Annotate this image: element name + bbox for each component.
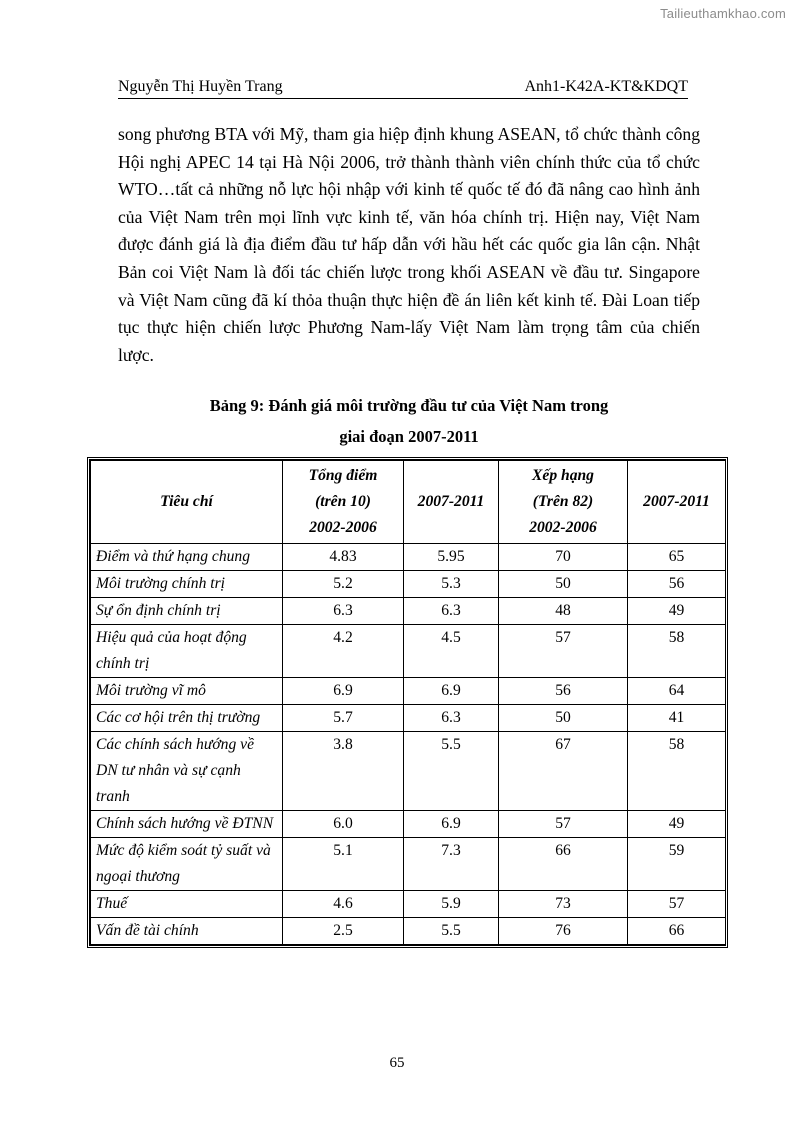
cell-score-2007-2011: 6.9: [404, 811, 499, 838]
cell-score-2002-2006: 2.5: [283, 918, 404, 945]
cell-rank-2002-2006: 57: [499, 811, 628, 838]
table-caption-line1: Bảng 9: Đánh giá môi trường đầu tư của Việt Nam trong: [209, 396, 609, 415]
header-rank-line3: 2002-2006: [529, 519, 597, 536]
investment-environment-table: [90, 460, 726, 945]
table-row: [91, 598, 726, 625]
header-author: Nguyễn Thị Huyền Trang: [118, 78, 283, 95]
cell-score-2002-2006: 6.3: [283, 598, 404, 625]
cell-rank-2002-2006: 67: [499, 732, 628, 811]
cell-rank-2002-2006: 56: [499, 678, 628, 705]
cell-criteria: Môi trường vĩ mô: [91, 678, 283, 705]
table-row: [91, 678, 726, 705]
header-rank-line2: (Trên 82): [532, 493, 594, 510]
table-row: [91, 544, 726, 571]
cell-rank-2002-2006: 76: [499, 918, 628, 945]
cell-score-2007-2011: 5.5: [404, 732, 499, 811]
cell-rank-2002-2006: 66: [499, 838, 628, 891]
cell-score-2007-2011: 7.3: [404, 838, 499, 891]
cell-score-2007-2011: 6.9: [404, 678, 499, 705]
cell-rank-2002-2006: 48: [499, 598, 628, 625]
table-row: [91, 918, 726, 945]
header-score-line1: Tổng điểm: [308, 467, 378, 484]
cell-score-2007-2011: 4.5: [404, 625, 499, 678]
cell-rank-2007-2011: 59: [628, 838, 726, 891]
cell-score-2007-2011: 5.9: [404, 891, 499, 918]
cell-rank-2007-2011: 49: [628, 811, 726, 838]
cell-rank-2002-2006: 57: [499, 625, 628, 678]
cell-score-2002-2006: 6.9: [283, 678, 404, 705]
cell-rank-2007-2011: 66: [628, 918, 726, 945]
cell-criteria: Sự ổn định chính trị: [91, 598, 283, 625]
cell-score-2002-2006: 4.83: [283, 544, 404, 571]
cell-criteria: Mức độ kiểm soát tỷ suất và ngoại thương: [91, 838, 283, 891]
table-caption-line2: giai đoạn 2007-2011: [339, 427, 479, 446]
header-rank-2007-2011: 2007-2011: [628, 461, 726, 544]
cell-score-2002-2006: 5.1: [283, 838, 404, 891]
table-row: [91, 838, 726, 891]
cell-criteria: Các chính sách hướng về DN tư nhân và sự cạnh tranh: [91, 732, 283, 811]
table-row: [91, 891, 726, 918]
cell-rank-2007-2011: 58: [628, 625, 726, 678]
table-row: [91, 705, 726, 732]
table-row: [91, 571, 726, 598]
watermark-text: Tailieuthamkhao.com: [660, 6, 786, 21]
cell-score-2002-2006: 3.8: [283, 732, 404, 811]
cell-rank-2007-2011: 57: [628, 891, 726, 918]
cell-rank-2007-2011: 64: [628, 678, 726, 705]
body-paragraph: song phương BTA với Mỹ, tham gia hiệp định khung ASEAN, tổ chức thành công Hội nghị APEC 14 tại Hà Nội 2006, trở thành thành viên chính thức của tổ chức WTO…tất cả những nỗ lực hội nhập với kinh tế quốc tế đó đã nâng cao hình ảnh của Việt Nam trên mọi lĩnh vực kinh tế, văn hóa chính trị. Hiện nay, Việt Nam được đánh giá là địa điểm đầu tư hấp dẫn với hầu hết các quốc gia lân cận. Nhật Bản coi Việt Nam là đối tác chiến lược trong khối ASEAN về đầu tư. Singapore và Việt Nam cũng đã kí thỏa thuận thực hiện đề án liên kết kinh tế. Đài Loan tiếp tục thực hiện chiến lược Phương Nam-lấy Việt Nam làm trọng tâm của chiến lược.: [118, 124, 700, 365]
table-header-row: [91, 461, 726, 544]
cell-score-2007-2011: 5.95: [404, 544, 499, 571]
cell-rank-2002-2006: 50: [499, 571, 628, 598]
cell-criteria: Hiệu quả của hoạt động chính trị: [91, 625, 283, 678]
cell-rank-2007-2011: 56: [628, 571, 726, 598]
cell-criteria: Chính sách hướng về ĐTNN: [91, 811, 283, 838]
cell-criteria: Điểm và thứ hạng chung: [91, 544, 283, 571]
cell-criteria: Môi trường chính trị: [91, 571, 283, 598]
cell-rank-2002-2006: 50: [499, 705, 628, 732]
body-paragraph-block: [118, 121, 700, 369]
investment-table-frame: [87, 457, 728, 948]
cell-rank-2002-2006: 73: [499, 891, 628, 918]
cell-criteria: Thuế: [91, 891, 283, 918]
header-score-line2: (trên 10): [315, 493, 371, 510]
cell-score-2002-2006: 4.2: [283, 625, 404, 678]
cell-rank-2007-2011: 41: [628, 705, 726, 732]
cell-rank-2002-2006: 70: [499, 544, 628, 571]
cell-score-2007-2011: 5.5: [404, 918, 499, 945]
cell-score-2002-2006: 5.2: [283, 571, 404, 598]
header-rank-2002-2006: [499, 461, 628, 544]
cell-rank-2007-2011: 65: [628, 544, 726, 571]
header-rank-line1: Xếp hạng: [532, 467, 594, 484]
cell-score-2002-2006: 4.6: [283, 891, 404, 918]
table-row: [91, 625, 726, 678]
cell-score-2002-2006: 5.7: [283, 705, 404, 732]
cell-score-2007-2011: 6.3: [404, 705, 499, 732]
header-criteria: Tiêu chí: [91, 461, 283, 544]
cell-score-2007-2011: 6.3: [404, 598, 499, 625]
header-score-2002-2006: [283, 461, 404, 544]
cell-rank-2007-2011: 49: [628, 598, 726, 625]
cell-rank-2007-2011: 58: [628, 732, 726, 811]
cell-score-2002-2006: 6.0: [283, 811, 404, 838]
cell-score-2007-2011: 5.3: [404, 571, 499, 598]
page-number: 65: [389, 1055, 405, 1071]
table-row: [91, 732, 726, 811]
cell-criteria: Các cơ hội trên thị trường: [91, 705, 283, 732]
page-header: [118, 78, 688, 99]
cell-criteria: Vấn đề tài chính: [91, 918, 283, 945]
header-class: Anh1-K42A-KT&KDQT: [524, 78, 688, 95]
table-row: [91, 811, 726, 838]
header-score-line3: 2002-2006: [309, 519, 377, 536]
header-score-2007-2011: 2007-2011: [404, 461, 499, 544]
